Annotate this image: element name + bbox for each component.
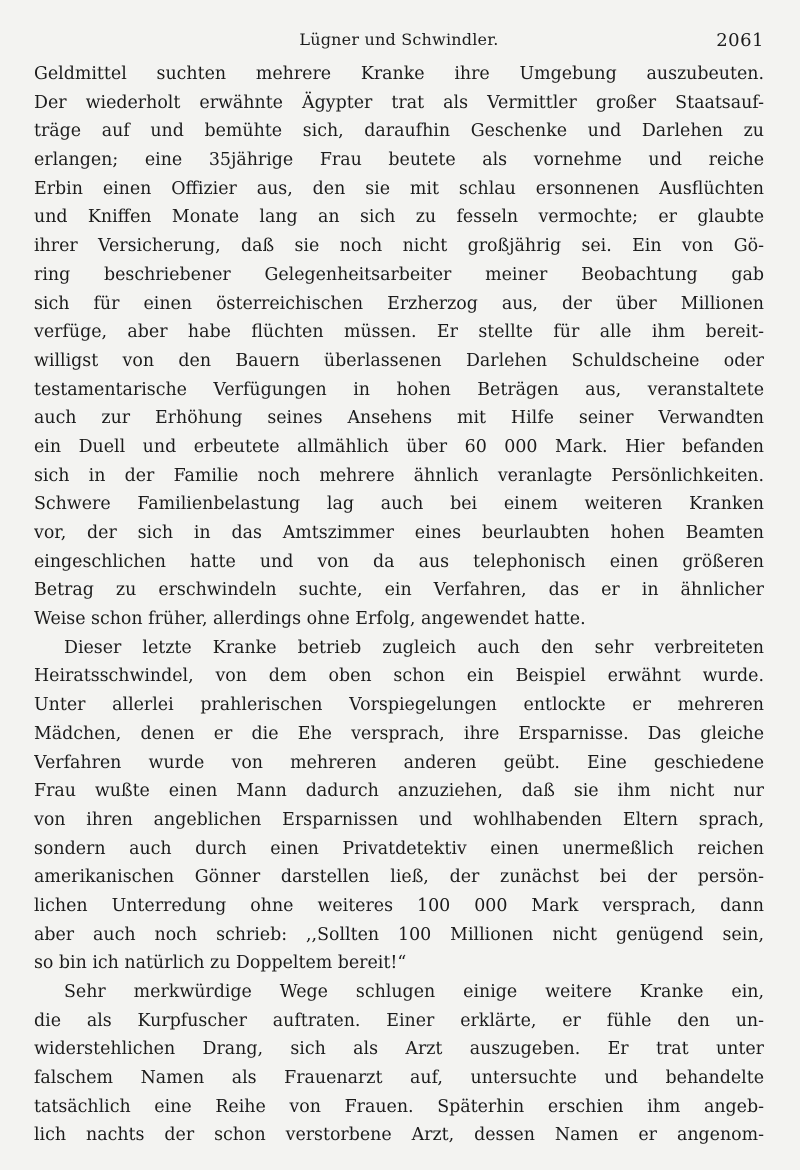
text-line: sondern auch durch einen Privatdetektiv einen unermeßlich reichen xyxy=(34,838,764,859)
text-line: Frau wußte einen Mann dadurch anzuziehen, daß sie ihm nicht nur xyxy=(34,781,764,802)
page-header xyxy=(34,30,764,58)
text-line: so bin ich natürlich zu Doppeltem bereit!“ xyxy=(34,953,407,974)
text-line: lichen Unterredung ohne weiteres 100 000 Mark versprach, dann xyxy=(34,895,764,916)
text-line: Der wiederholt erwähnte Ägypter trat als Vermittler großer Staatsauf- xyxy=(34,92,764,113)
text-line: Verfahren wurde von mehreren anderen geübt. Eine geschiedene xyxy=(34,752,764,773)
text-line: und Kniffen Monate lang an sich zu fesseln vermochte; er glaubte xyxy=(34,207,764,228)
text-line: auch zur Erhöhung seines Ansehens mit Hilfe seiner Verwandten xyxy=(34,408,764,429)
text-line: von ihren angeblichen Ersparnissen und wohlhabenden Eltern sprach, xyxy=(34,809,764,830)
text-line: Erbin einen Offizier aus, den sie mit schlau ersonnenen Ausflüchten xyxy=(34,178,764,199)
text-line: widerstehlichen Drang, sich als Arzt auszugeben. Er trat unter xyxy=(34,1039,764,1060)
text-line: Betrag zu erschwindeln suchte, ein Verfahren, das er in ähnlicher xyxy=(34,580,764,601)
body-text xyxy=(34,60,764,1150)
text-line: Schwere Familienbelastung lag auch bei einem weiteren Kranken xyxy=(34,494,764,515)
text-line: Weise schon früher, allerdings ohne Erfolg, angewendet hatte. xyxy=(34,609,586,630)
text-line: aber auch noch schrieb: ,,Sollten 100 Millionen nicht genügend sein, xyxy=(34,924,764,945)
text-line: erlangen; eine 35jährige Frau beutete als vornehme und reiche xyxy=(34,150,764,171)
text-line: amerikanischen Gönner darstellen ließ, der zunächst bei der persön- xyxy=(34,867,764,888)
text-line: lich nachts der schon verstorbene Arzt, dessen Namen er angenom- xyxy=(34,1125,764,1146)
text-line: Heiratsschwindel, von dem oben schon ein Beispiel erwähnt wurde. xyxy=(34,666,764,687)
text-line: willigst von den Bauern überlassenen Darlehen Schuldscheine oder xyxy=(34,350,764,371)
text-line: falschem Namen als Frauenarzt auf, untersuchte und behandelte xyxy=(34,1068,764,1089)
text-line: Geldmittel suchten mehrere Kranke ihre Umgebung auszubeuten. xyxy=(34,64,764,84)
text-line: testamentarische Verfügungen in hohen Beträgen aus, veranstaltete xyxy=(34,379,764,400)
text-line: verfüge, aber habe flüchten müssen. Er stellte für alle ihm bereit- xyxy=(34,322,764,343)
page-number: 2061 xyxy=(716,30,764,51)
text-line: ein Duell und erbeutete allmählich über 60 000 Mark. Hier befanden xyxy=(34,436,764,457)
text-line: Mädchen, denen er die Ehe versprach, ihre Ersparnisse. Das gleiche xyxy=(34,723,764,744)
text-line: tatsächlich eine Reihe von Frauen. Späterhin erschien ihm angeb- xyxy=(34,1096,764,1117)
text-line: vor, der sich in das Amtszimmer eines beurlaubten hohen Beamten xyxy=(34,523,764,543)
text-line: ring beschriebener Gelegenheitsarbeiter meiner Beobachtung gab xyxy=(34,264,764,285)
running-head: Lügner und Schwindler. xyxy=(299,30,499,49)
text-line: Unter allerlei prahlerischen Vorspiegelungen entlockte er mehreren xyxy=(34,695,764,716)
text-line: die als Kurpfuscher auftraten. Einer erklärte, er fühle den un- xyxy=(34,1010,764,1031)
text-line: eingeschlichen hatte und von da aus telephonisch einen größeren xyxy=(34,551,764,572)
text-line: Dieser letzte Kranke betrieb zugleich auch den sehr verbreiteten xyxy=(64,637,764,658)
text-line: Sehr merkwürdige Wege schlugen einige weitere Kranke ein, xyxy=(64,982,764,1002)
text-line: sich für einen österreichischen Erzherzog aus, der über Millionen xyxy=(34,293,764,314)
text-line: träge auf und bemühte sich, daraufhin Geschenke und Darlehen zu xyxy=(34,121,764,142)
text-line: ihrer Versicherung, daß sie noch nicht großjährig sei. Ein von Gö- xyxy=(34,236,764,257)
text-line: sich in der Familie noch mehrere ähnlich veranlagte Persönlichkeiten. xyxy=(34,465,764,486)
